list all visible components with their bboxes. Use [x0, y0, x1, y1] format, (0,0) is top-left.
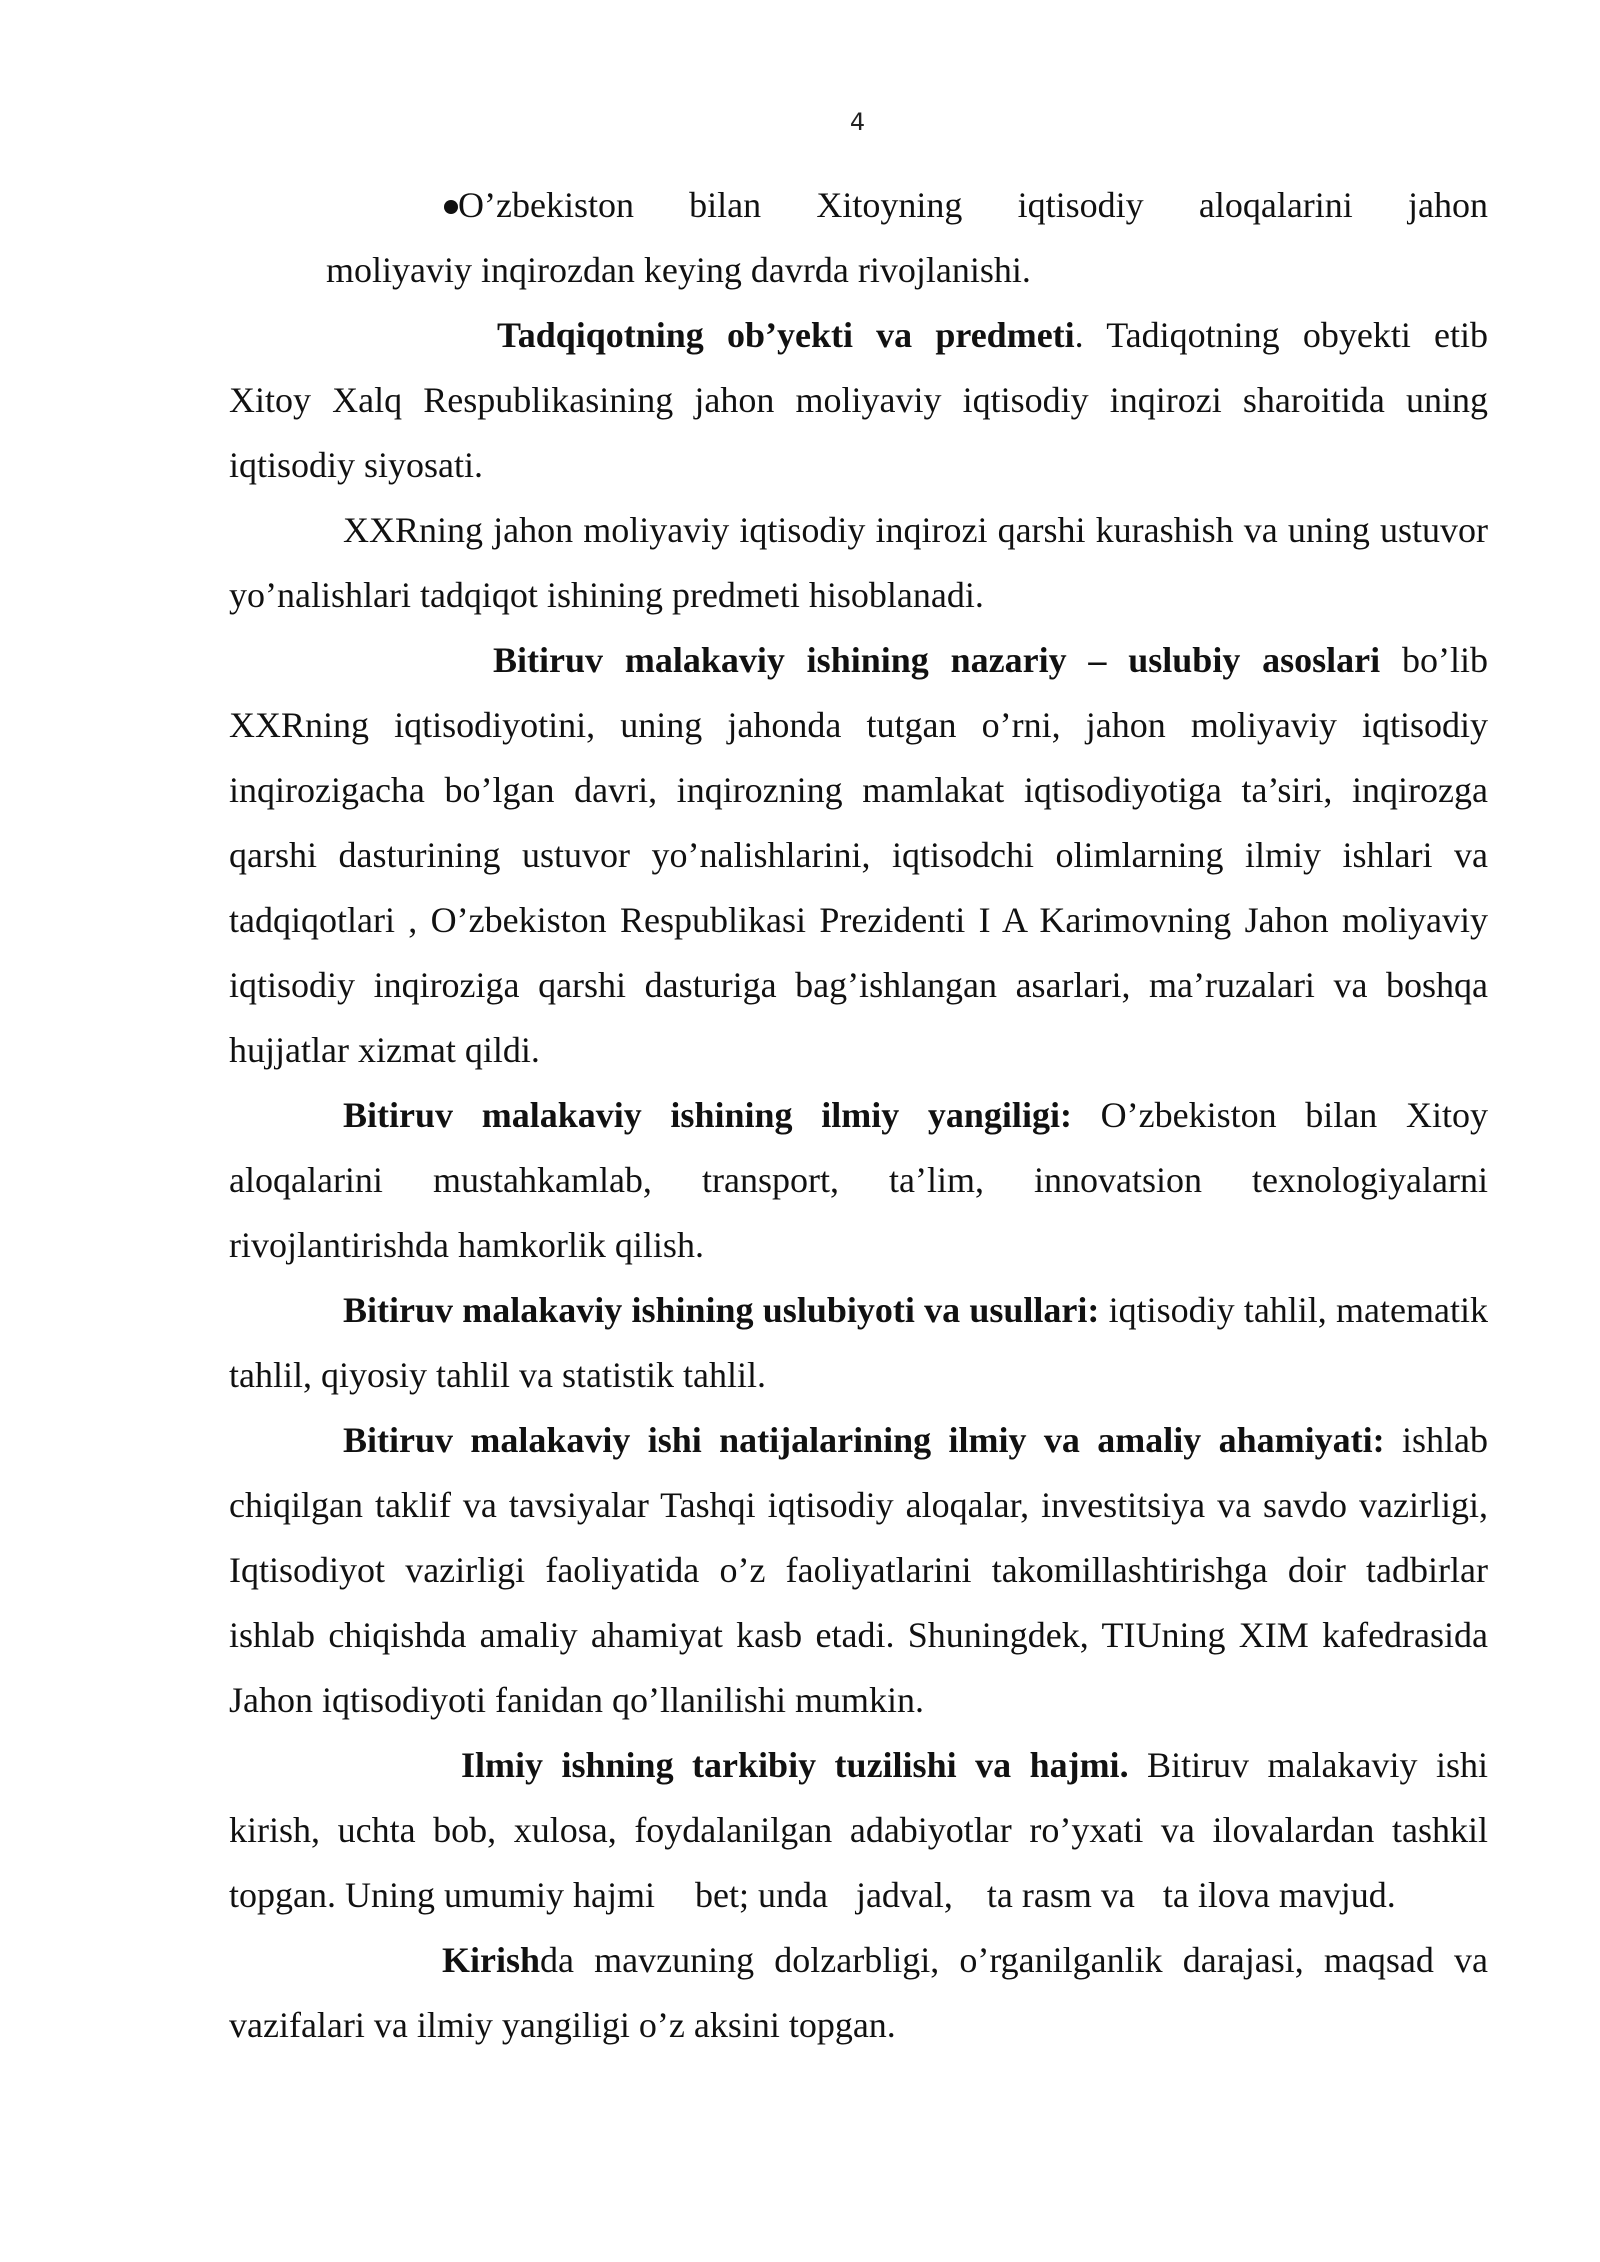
text-intro: da mavzuning dolzarbligi, o’rganilganlik darajasi, maqsad va vazifalari va ilmiy yangiligi o’z aksini topgan.: [229, 1940, 1488, 2045]
paragraph-structure: [229, 1733, 1488, 1928]
document-body: [229, 173, 1488, 2058]
paragraph-object: [229, 303, 1488, 498]
heading-structure: Ilmiy ishning tarkibiy tuzilishi va hajmi.: [461, 1745, 1129, 1785]
heading-object: Tadqiqotning ob’yekti va predmeti: [497, 315, 1075, 355]
text-methods: iqtisodiy tahlil, matematik tahlil, qiyosiy tahlil va statistik tahlil.: [229, 1290, 1488, 1395]
paragraph-intro: [229, 1928, 1488, 2058]
text-object: . Tadiqotning obyekti etib Xitoy Xalq Respublikasining jahon moliyaviy iqtisodiy inqirozi sharoitida uning iqtisodiy siyosati.: [229, 315, 1488, 485]
text-significance: ishlab chiqilgan taklif va tavsiyalar Tashqi iqtisodiy aloqalar, investitsiya va savdo vazirligi, Iqtisodiyot vazirligi faoliyatida o’z faoliyatlarini takomillashtirishga doir tadbirlar ishlab chiqishda amaliy ahamiyat kasb etadi. Shuningdek, TIUning XIM kafedrasida Jahon iqtisodiyoti fanidan qo’llanilishi mumkin.: [229, 1420, 1488, 1720]
text-structure-d: ta rasm va: [986, 1875, 1135, 1915]
heading-novelty: Bitiruv malakaviy ishining ilmiy yangiligi:: [343, 1095, 1072, 1135]
text-theory: bo’lib XXRning iqtisodiyotini, uning jahonda tutgan o’rni, jahon moliyaviy iqtisodiy inqirozigacha bo’lgan davri, inqirozning mamlakat iqtisodiyotiga ta’siri, inqirozga qarshi dasturining ustuvor yo’nalishlarini, iqtisodchi olimlarning ilmiy ishlari va tadqiqotlari , O’zbekiston Respublikasi Prezidenti I A Karimovning Jahon moliyaviy iqtisodiy inqiroziga qarshi dasturiga bag’ishlangan asarlari, ma’ruzalari va boshqa hujjatlar xizmat qildi.: [229, 640, 1488, 1070]
text-structure-b: bet; unda: [694, 1875, 828, 1915]
heading-methods: Bitiruv malakaviy ishining uslubiyoti va usullari:: [343, 1290, 1100, 1330]
text-subject: XXRning jahon moliyaviy iqtisodiy inqirozi qarshi kurashish va uning ustuvor yo’nalishlari tadqiqot ishining predmeti hisoblanadi.: [229, 510, 1488, 615]
paragraph-novelty: [229, 1083, 1488, 1278]
paragraph-theory: [229, 628, 1488, 1083]
bullet-line-2: moliyaviy inqirozdan keying davrda rivojlanishi.: [326, 250, 1031, 290]
bullet-line-1: O’zbekiston bilan Xitoyning iqtisodiy aloqalarini jahon: [458, 185, 1488, 225]
paragraph-subject: [229, 498, 1488, 628]
paragraph-significance: [229, 1408, 1488, 1733]
paragraph-methods: [229, 1278, 1488, 1408]
page-number: 4: [849, 108, 866, 136]
text-structure-c: jadval,: [855, 1875, 953, 1915]
heading-theory: Bitiruv malakaviy ishining nazariy – uslubiy asoslari: [493, 640, 1381, 680]
bullet-paragraph: [229, 173, 1488, 303]
text-structure-e: ta ilova mavjud.: [1162, 1875, 1396, 1915]
heading-intro: Kirish: [442, 1940, 541, 1980]
text-novelty: O’zbekiston bilan Xitoy aloqalarini mustahkamlab, transport, ta’lim, innovatsion texnologiyalarni rivojlantirishda hamkorlik qilish.: [229, 1095, 1488, 1265]
heading-significance: Bitiruv malakaviy ishi natijalarining ilmiy va amaliy ahamiyati:: [343, 1420, 1385, 1460]
text-structure-a: Bitiruv malakaviy ishi kirish, uchta bob, xulosa, foydalanilgan adabiyotlar ro’yxati va ilovalardan tashkil topgan. Uning umumiy hajmi: [229, 1745, 1488, 1915]
